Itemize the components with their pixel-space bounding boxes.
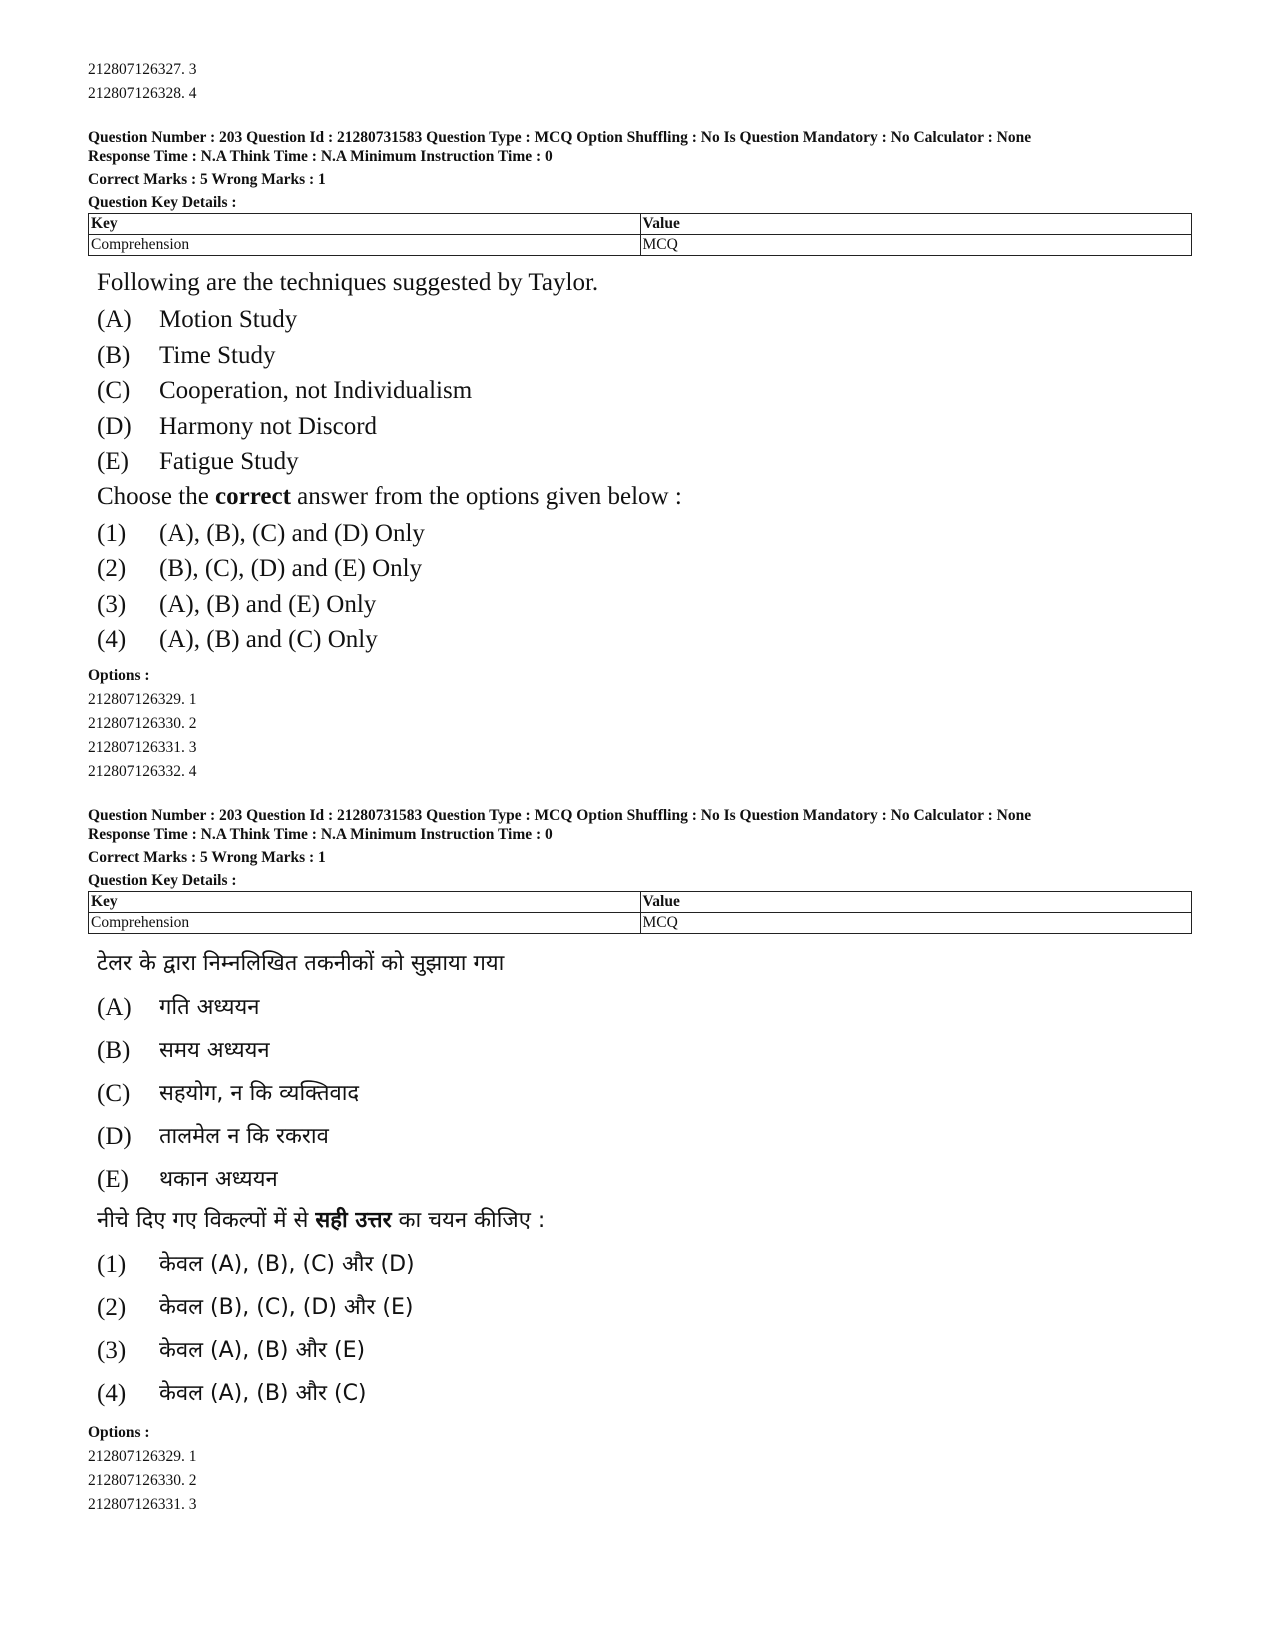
marks-line: Correct Marks : 5 Wrong Marks : 1 [88, 848, 326, 866]
answer-choice [97, 1329, 1193, 1372]
table-row [89, 912, 1192, 933]
table-cell: MCQ [640, 235, 1192, 256]
question-meta-line: Response Time : N.A Think Time : N.A Minimum Instruction Time : 0 [88, 825, 553, 843]
statement-label: (B) [97, 341, 131, 369]
instruction-text: का चयन कीजिए : [391, 1207, 546, 1233]
options-label: Options : [88, 666, 150, 684]
statement-item [97, 986, 1193, 1029]
choice-text: (A), (B) and (C) Only [159, 626, 378, 653]
table-cell: Comprehension [89, 912, 641, 933]
choice-label: (2) [97, 1293, 127, 1321]
answer-choice [97, 1286, 1193, 1329]
key-details-label: Question Key Details : [88, 194, 237, 211]
option-line: 212807126331. 3 [88, 1495, 197, 1513]
question-block-hindi [88, 806, 1193, 1517]
statement-item [97, 338, 1193, 374]
table-cell: MCQ [640, 912, 1192, 933]
question-block-english [88, 128, 1193, 784]
key-details-table [88, 891, 1192, 934]
document-page [88, 58, 1193, 1517]
instruction-bold: correct [215, 482, 291, 510]
statement-text: गति अध्ययन [159, 994, 260, 1020]
question-meta-line: Response Time : N.A Think Time : N.A Minimum Instruction Time : 0 [88, 148, 553, 165]
instruction-text: नीचे दिए गए विकल्पों में से [97, 1207, 316, 1233]
question-content [88, 266, 1193, 658]
statement-text: Motion Study [159, 306, 298, 333]
statement-text: Harmony not Discord [159, 412, 378, 440]
statement-text: Time Study [159, 341, 276, 369]
option-line: 212807126329. 1 [88, 1447, 197, 1465]
table-header-row [89, 891, 1192, 912]
instruction-bold: सही उत्तर [315, 1207, 392, 1233]
statement-label: (D) [97, 1122, 132, 1150]
statement-label: (D) [97, 412, 132, 440]
question-meta-line: Question Number : 203 Question Id : 21280731583 Question Type : MCQ Option Shuffling : No Is Question Mandatory : No Calculator : None [88, 129, 1032, 146]
options-list [88, 664, 1193, 784]
choose-instruction [97, 480, 1193, 514]
choice-label: (1) [97, 1250, 127, 1278]
statement-item [97, 302, 1193, 338]
choose-instruction [97, 1201, 1193, 1241]
statement-item [97, 444, 1193, 480]
option-line: 212807126329. 1 [88, 690, 197, 708]
choice-label: (1) [97, 519, 127, 547]
table-header-cell: Value [640, 891, 1192, 912]
option-line: 212807126330. 2 [88, 1471, 197, 1489]
answer-choice [97, 551, 1193, 587]
question-meta-line: Question Number : 203 Question Id : 21280731583 Question Type : MCQ Option Shuffling : No Is Question Mandatory : No Calculator : None [88, 806, 1032, 824]
answer-choice [97, 1372, 1193, 1415]
question-stem: Following are the techniques suggested by Taylor. [97, 269, 599, 296]
choice-text: केवल (A), (B) और (C) [159, 1380, 367, 1406]
choice-label: (4) [97, 1379, 127, 1407]
table-row [89, 235, 1192, 256]
answer-choice [97, 516, 1193, 552]
statement-text: थकान अध्ययन [159, 1166, 278, 1192]
choice-text: केवल (A), (B), (C) और (D) [159, 1251, 415, 1277]
instruction-text: answer from the options given below : [290, 482, 682, 510]
statement-label: (E) [97, 448, 129, 475]
statement-label: (C) [97, 377, 131, 404]
choice-label: (2) [97, 555, 127, 582]
statement-item [97, 409, 1193, 445]
instruction-text: Choose the [97, 482, 216, 510]
statement-item [97, 1158, 1193, 1201]
choice-text: (A), (B) and (E) Only [159, 590, 377, 618]
statement-item [97, 373, 1193, 409]
statement-text: Cooperation, not Individualism [159, 377, 473, 404]
key-details-label: Question Key Details : [88, 871, 237, 889]
option-line: 212807126330. 2 [88, 714, 197, 732]
table-header-row [89, 214, 1192, 235]
choice-text: केवल (B), (C), (D) और (E) [159, 1294, 414, 1320]
statement-item [97, 1072, 1193, 1115]
option-line: 212807126328. 4 [88, 85, 197, 102]
option-line: 212807126331. 3 [88, 738, 197, 756]
statement-item [97, 1115, 1193, 1158]
statement-text: Fatigue Study [159, 448, 299, 475]
choice-label: (4) [97, 626, 127, 653]
statement-text: समय अध्ययन [159, 1037, 270, 1063]
choice-label: (3) [97, 590, 127, 618]
statement-label: (B) [97, 1036, 131, 1064]
options-list [88, 1421, 1193, 1517]
statement-text: तालमेल न कि रकराव [159, 1123, 329, 1149]
table-cell: Comprehension [89, 235, 641, 256]
answer-choice [97, 1243, 1193, 1286]
choice-text: (B), (C), (D) and (E) Only [159, 555, 423, 582]
choice-label: (3) [97, 1336, 127, 1364]
statement-item [97, 1029, 1193, 1072]
answer-choice [97, 622, 1193, 658]
statement-label: (A) [97, 306, 132, 333]
option-line: 212807126332. 4 [88, 762, 197, 780]
question-content [88, 944, 1193, 1415]
statement-text: सहयोग, न कि व्यक्तिवाद [159, 1080, 360, 1106]
answer-choice [97, 587, 1193, 623]
marks-line: Correct Marks : 5 Wrong Marks : 1 [88, 171, 326, 188]
table-header-cell: Key [89, 214, 641, 235]
statement-label: (A) [97, 993, 132, 1021]
statement-label: (C) [97, 1079, 131, 1107]
choice-text: (A), (B), (C) and (D) Only [159, 519, 425, 547]
choice-text: केवल (A), (B) और (E) [159, 1337, 366, 1363]
options-label: Options : [88, 1423, 150, 1441]
table-header-cell: Key [89, 891, 641, 912]
table-header-cell: Value [640, 214, 1192, 235]
option-line: 212807126327. 3 [88, 61, 197, 78]
key-details-table [88, 213, 1192, 256]
question-stem: टेलर के द्वारा निम्नलिखित तकनीकों को सुझाया गया [97, 950, 505, 976]
statement-label: (E) [97, 1165, 129, 1193]
